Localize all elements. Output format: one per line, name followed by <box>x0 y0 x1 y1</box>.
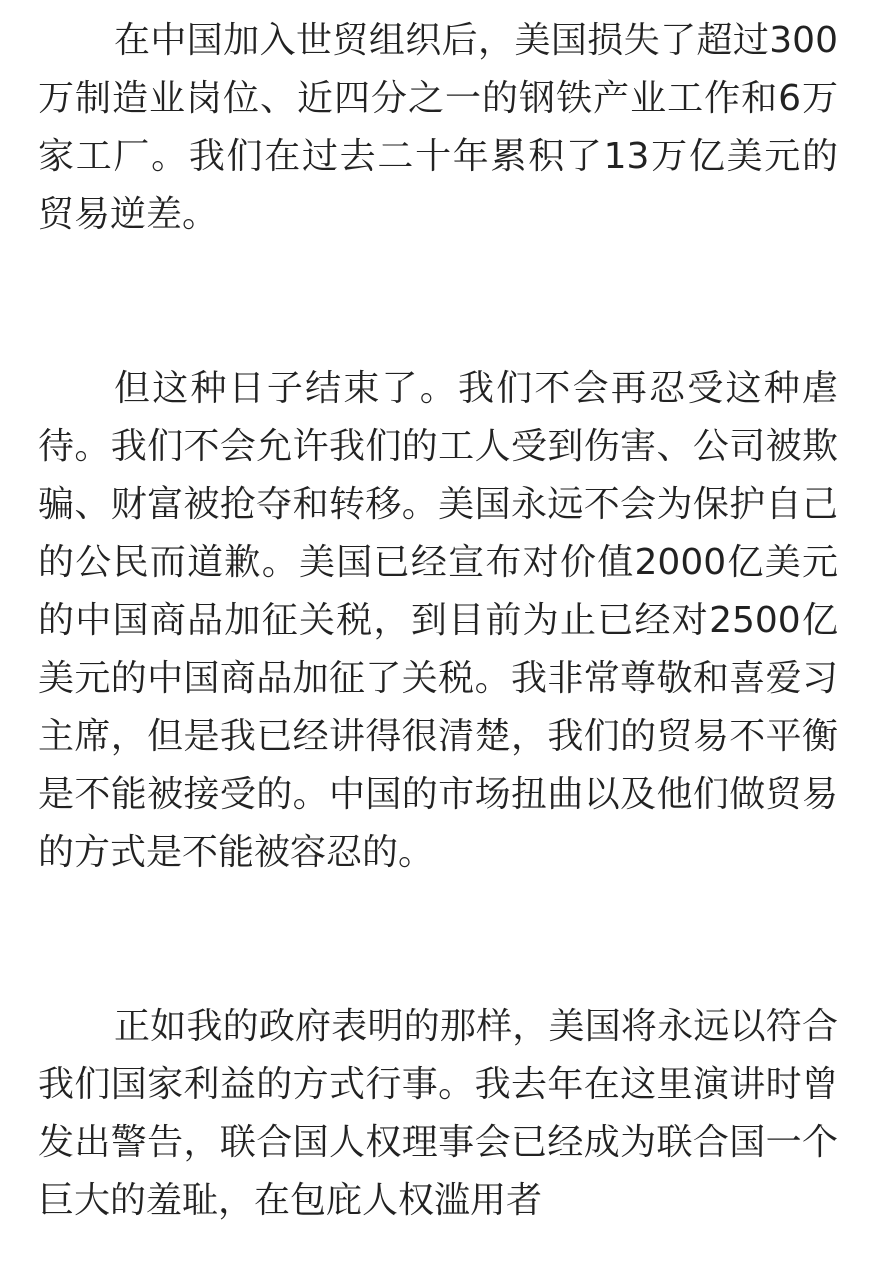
article-paragraph: 正如我的政府表明的那样，美国将永远以符合我们国家利益的方式行事。我去年在这里演讲时曾发出警告，联合国人权理事会已经成为联合国一个巨大的羞耻，在包庇人权滥用者 <box>38 1006 838 1221</box>
article-paragraph: 但这种日子结束了。我们不会再忍受这种虐待。我们不会允许我们的工人受到伤害、公司被欺骗、财富被抢夺和转移。美国永远不会为保护自己的公民而道歉。美国已经宣布对价值2000亿美元的中国商品加征关税，到目前为止已经对2500亿美元的中国商品加征了关税。我非常尊敬和喜爱习主席，但是我已经讲得很清楚，我们的贸易不平衡是不能被接受的。中国的市场扭曲以及他们做贸易的方式是不能被容忍的。 <box>38 368 838 873</box>
article-body <box>38 12 838 1230</box>
bottom-fade <box>0 1250 871 1280</box>
article-paragraph: 在中国加入世贸组织后，美国损失了超过300万制造业岗位、近四分之一的钢铁产业工作和6万家工厂。我们在过去二十年累积了13万亿美元的贸易逆差。 <box>38 20 838 235</box>
